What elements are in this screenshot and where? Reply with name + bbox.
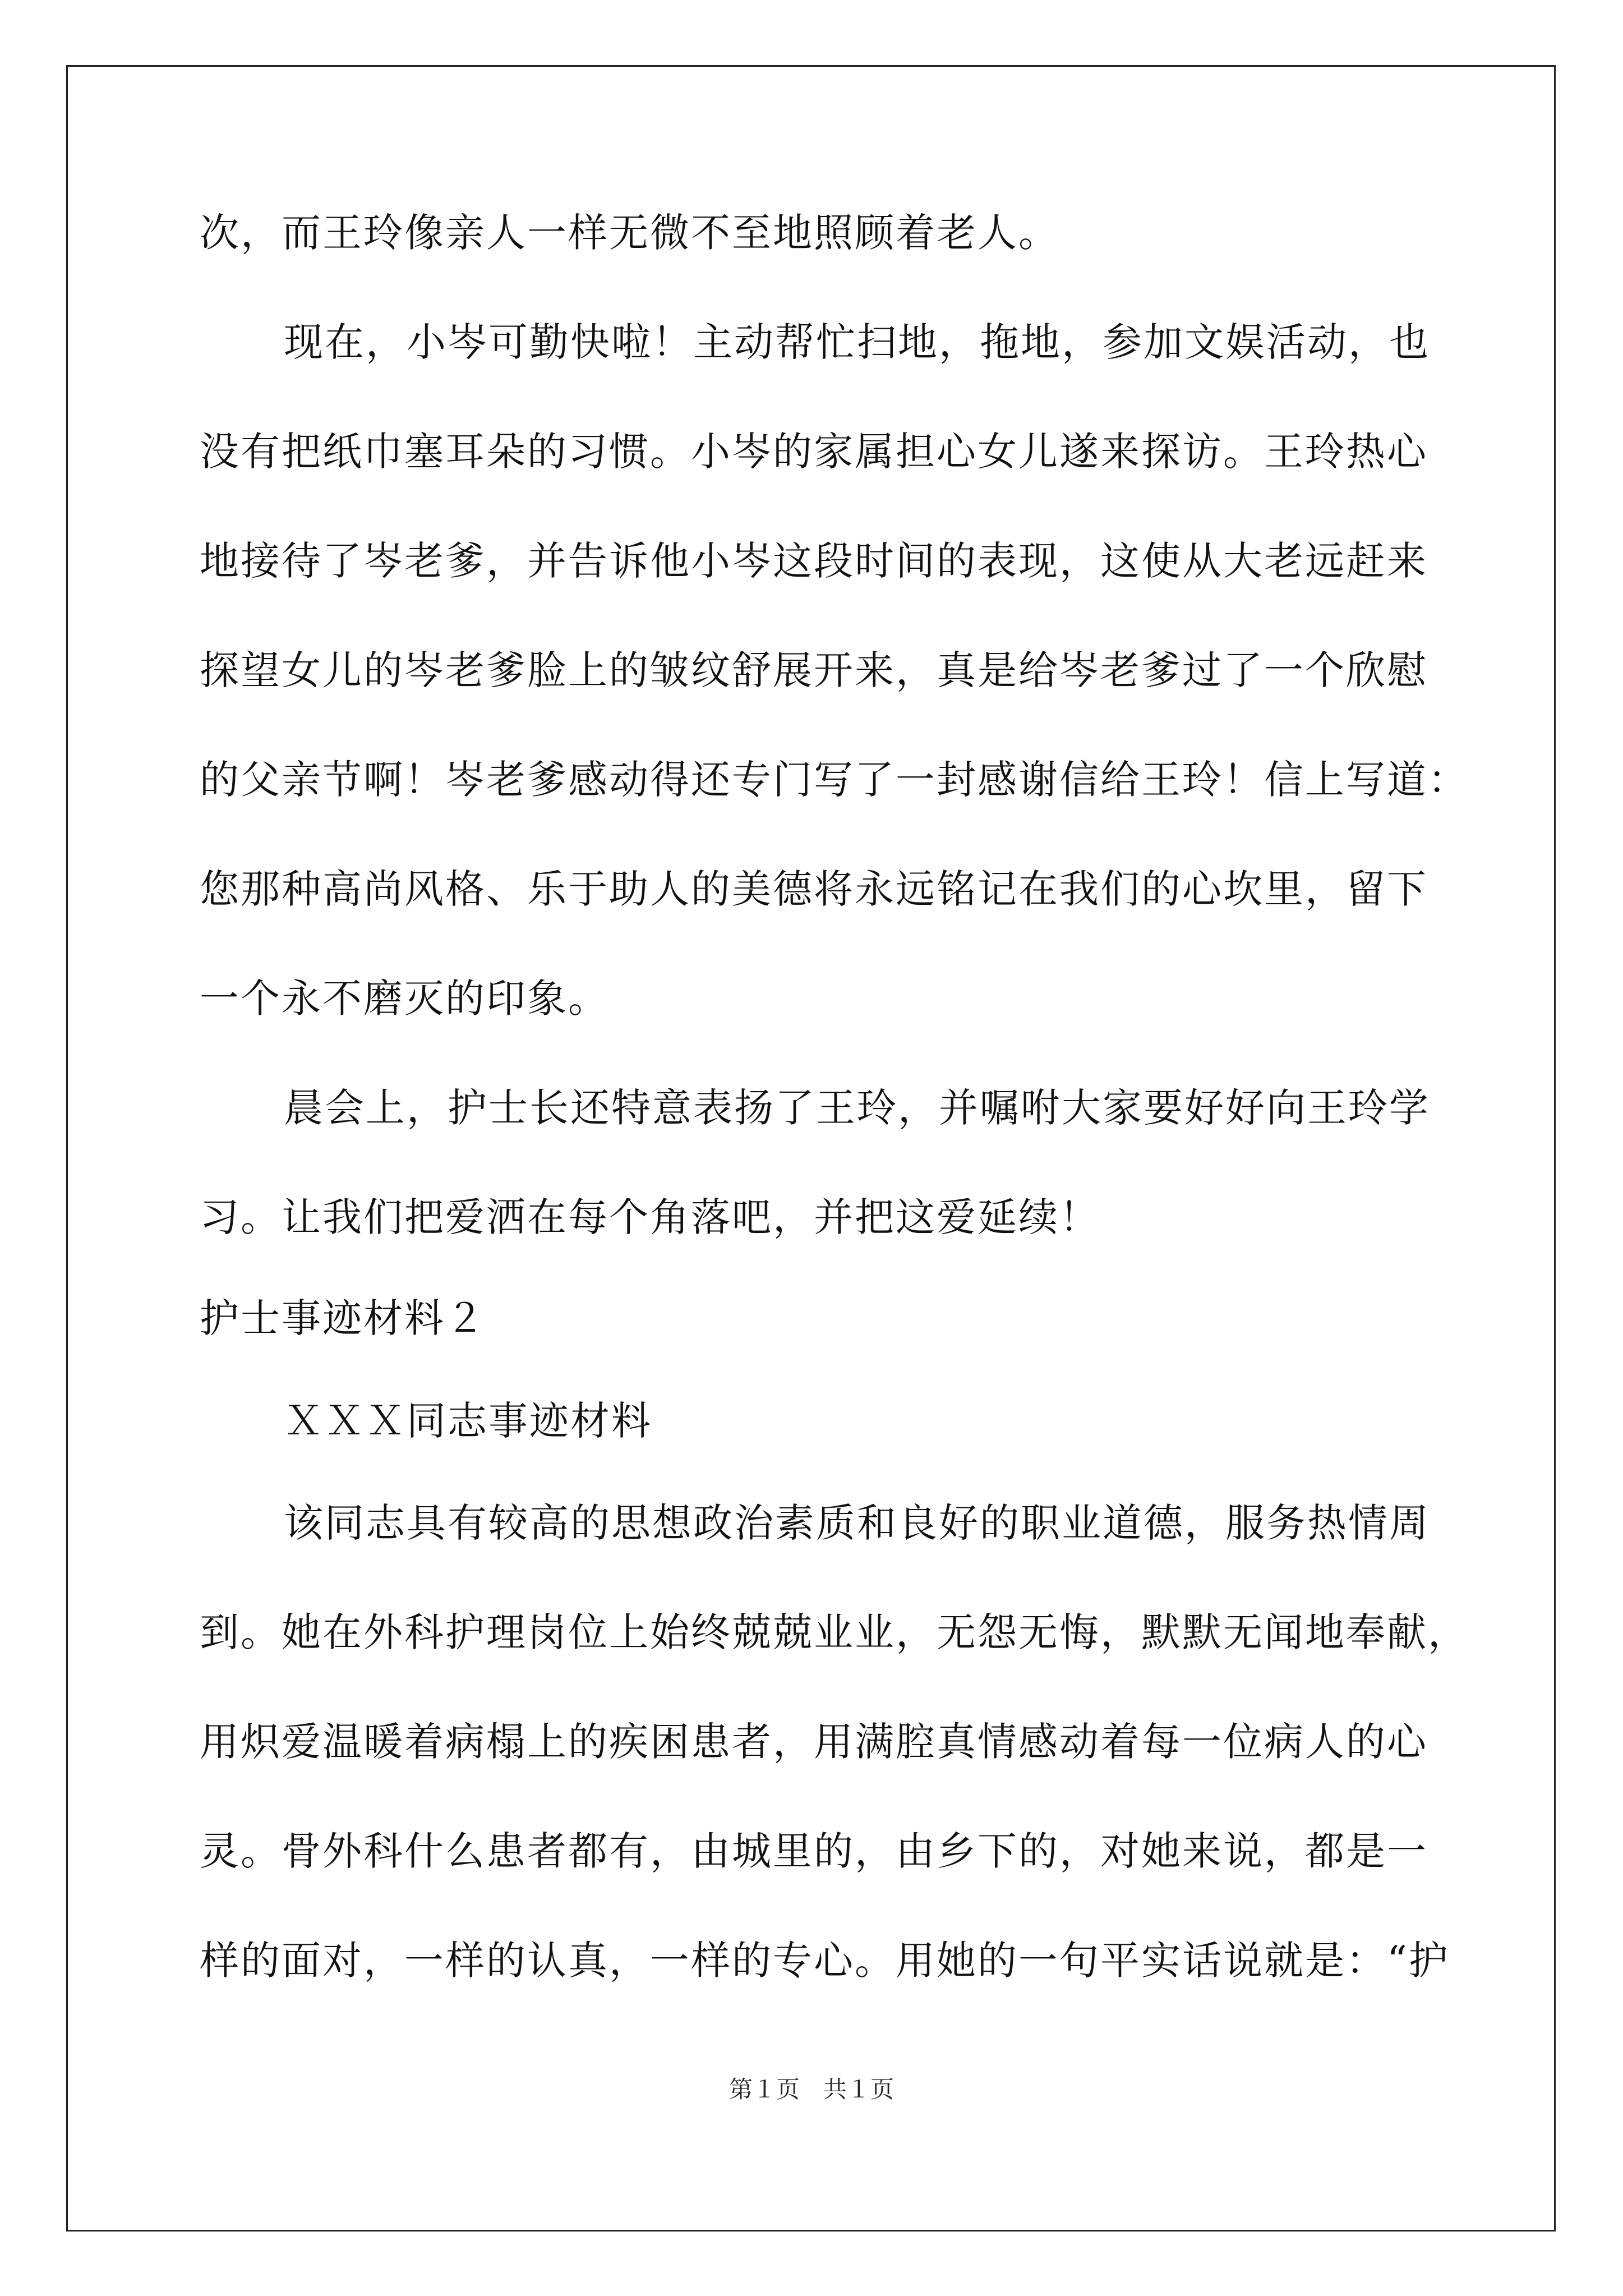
text-line: 晨会上，护士长还特意表扬了王玲，并嘱咐大家要好好向王玲学: [284, 1085, 1430, 1131]
text-line: 习。让我们把爱洒在每个角落吧，并把这爱延续！: [200, 1194, 1100, 1240]
text-line: 该同志具有较高的思想政治素质和良好的职业道德，服务热情周: [284, 1500, 1430, 1546]
text-line: 灵。骨外科什么患者都有，由城里的，由乡下的，对她来说，都是一: [200, 1828, 1428, 1874]
text-line: 地接待了岑老爹，并告诉他小岑这段时间的表现，这使从大老远赶来: [200, 538, 1428, 584]
text-line: 一个永不磨灭的印象。: [200, 976, 609, 1022]
text-line: 样的面对，一样的认真，一样的专心。用她的一句平实话说就是：“护: [200, 1938, 1450, 1984]
text-line: 您那种高尚风格、乐于助人的美德将永远铭记在我们的心坎里，留下: [200, 866, 1428, 912]
page-border: [66, 65, 1556, 2231]
text-line: 现在，小岑可勤快啦！主动帮忙扫地，拖地，参加文娱活动，也: [284, 319, 1430, 365]
text-line: 探望女儿的岑老爹脸上的皱纹舒展开来，真是给岑老爹过了一个欣慰: [200, 647, 1428, 693]
text-line: 用炽爱温暖着病榻上的疾困患者，用满腔真情感动着每一位病人的心: [200, 1719, 1428, 1765]
page-footer: 第１页 共１页: [728, 2076, 894, 2103]
subsection-title: ＸＸＸ同志事迹材料: [284, 1398, 652, 1444]
section-heading: 护士事迹材料２: [200, 1295, 486, 1341]
text-line: 次，而王玲像亲人一样无微不至地照顾着老人。: [200, 210, 1059, 256]
text-line: 到。她在外科护理岗位上始终兢兢业业，无怨无悔，默默无闻地奉献，: [200, 1609, 1469, 1655]
text-line: 没有把纸巾塞耳朵的习惯。小岑的家属担心女儿遂来探访。王玲热心: [200, 429, 1428, 475]
text-line: 的父亲节啊！岑老爹感动得还专门写了一封感谢信给王玲！信上写道：: [200, 757, 1469, 803]
